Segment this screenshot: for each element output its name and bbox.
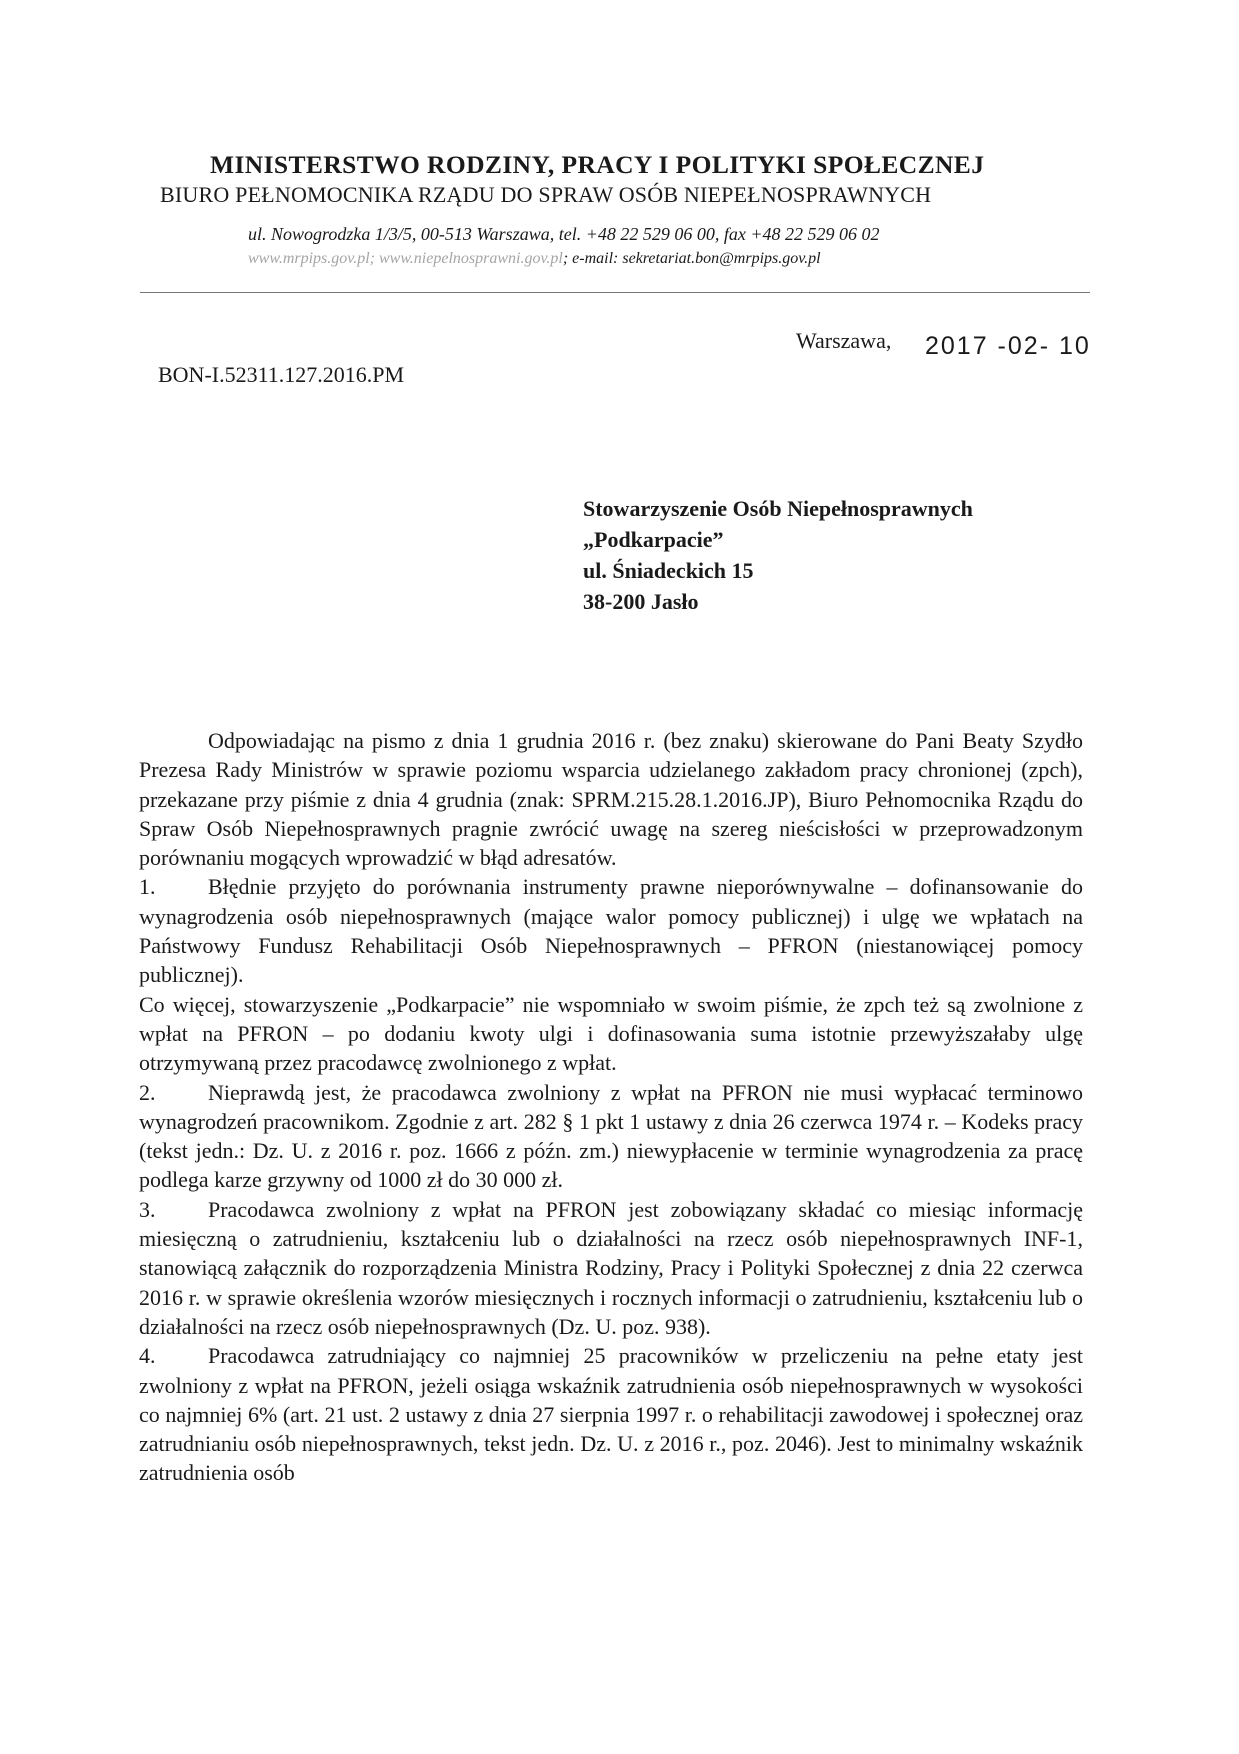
paragraph-number: 4. — [139, 1343, 156, 1369]
addressee-line: 38-200 Jasło — [583, 589, 699, 614]
addressee-line: ul. Śniadeckich 15 — [583, 558, 754, 583]
email-address: ; e-mail: sekretariat.bon@mrpips.gov.pl — [562, 250, 821, 267]
paragraph-text: Błędnie przyjęto do porównania instrumenty prawne nieporównywalne – dofinansowanie do wynagrodzenia osób niepełnosprawnych (mające walor pomocy publicznej) i ulgę we wpłatach na Państwowy Fundusz Rehabilitacji Osób Niepełnosprawnych – PFRON (niestanowiącej pomocy publicznej). — [139, 874, 1083, 988]
paragraph-text: Pracodawca zwolniony z wpłat na PFRON jest zobowiązany składać co miesiąc informację miesięczną o zatrudnieniu, kształceniu lub o działalności na rzecz osób niepełnosprawnych INF-1, stanowiącą załącznik do rozporządzenia Ministra Rodziny, Pracy i Polityki Społecznej z dnia 22 czerwca 2016 r. w sprawie określenia wzorów miesięcznych i rocznych informacji o zatrudnieniu, kształceniu lub o działalności na rzecz osób niepełnosprawnych (Dz. U. poz. 938). — [139, 1196, 1083, 1339]
paragraph-number: 3. — [139, 1196, 156, 1222]
header-divider — [140, 292, 1090, 293]
letter-body — [139, 726, 1083, 1488]
body-paragraph-intro: Odpowiadając na pismo z dnia 1 grudnia 2016 r. (bez znaku) skierowane do Pani Beaty Szydło Prezesa Rady Ministrów w sprawie poziomu wsparcia udzielanego zakładom pracy chronionej (zpch), przekazane przy piśmie z dnia 4 grudnia (znak: SPRM.215.28.1.2016.JP), Biuro Pełnomocnika Rządu do Spraw Osób Niepełnosprawnych pragnie zwrócić uwagę na szereg nieścisłości w przeprowadzonym porównaniu mogących wprowadzić w błąd adresatów. — [139, 728, 1083, 871]
addressee-block — [583, 493, 973, 617]
office-address: ul. Nowogrodzka 1/3/5, 00-513 Warszawa, tel. +48 22 529 06 00, fax +48 22 529 06 02 — [248, 224, 880, 244]
ministry-name: MINISTERSTWO RODZINY, PRACY I POLITYKI SPOŁECZNEJ — [210, 150, 985, 179]
bureau-name: BIURO PEŁNOMOCNIKA RZĄDU DO SPRAW OSÓB NIEPEŁNOSPRAWNYCH — [160, 182, 932, 207]
website-link-bureau[interactable]: www.niepelnosprawni.gov.pl — [378, 250, 563, 267]
date-stamp: 2017 -02- 10 — [925, 332, 1091, 360]
paragraph-number: 2. — [139, 1079, 156, 1105]
paragraph-text: Nieprawdą jest, że pracodawca zwolniony z wpłat na PFRON nie musi wypłacać terminowo wynagrodzeń pracownikom. Zgodnie z art. 282 § 1 pkt 1 ustawy z dnia 26 czerwca 1974 r. – Kodeks pracy (tekst jedn.: Dz. U. z 2016 r. poz. 1666 z późn. zm.) niewypłacenie w terminie wynagrodzenia za pracę podlega karze grzywny od 1000 zł do 30 000 zł. — [139, 1079, 1083, 1193]
website-separator: ; — [369, 250, 379, 267]
body-paragraph-2 — [139, 1078, 1083, 1195]
body-paragraph-1b: Co więcej, stowarzyszenie „Podkarpacie” nie wspomniało w swoim piśmie, że zpch też są zwolnione z wpłat na PFRON – po dodaniu kwoty ulgi i dofinasowania suma istotnie przewyższałaby ulgę otrzymywaną przez pracodawcę zwolnionego z wpłat. — [139, 991, 1083, 1076]
addressee-line: „Podkarpacie” — [583, 527, 724, 552]
contact-line — [248, 250, 821, 268]
place-label: Warszawa, — [796, 328, 892, 353]
reference-number: BON-I.52311.127.2016.PM — [158, 362, 405, 387]
body-paragraph-1 — [139, 872, 1083, 989]
addressee-line: Stowarzyszenie Osób Niepełnosprawnych — [583, 496, 973, 521]
paragraph-number: 1. — [139, 874, 156, 900]
body-paragraph-3 — [139, 1195, 1083, 1341]
body-paragraph-4 — [139, 1341, 1083, 1487]
paragraph-text: Pracodawca zatrudniający co najmniej 25 pracowników w przeliczeniu na pełne etaty jest zwolniony z wpłat na PFRON, jeżeli osiąga wskaźnik zatrudnienia osób niepełnosprawnych w wysokości co najmniej 6% (art. 21 ust. 2 ustawy z dnia 27 sierpnia 1997 r. o rehabilitacji zawodowej i społecznej oraz zatrudnianiu osób niepełnosprawnych, tekst jedn. Dz. U. z 2016 r., poz. 2046). Jest to minimalny wskaźnik zatrudnienia osób — [139, 1343, 1083, 1486]
website-link-ministry[interactable]: www.mrpips.gov.pl — [248, 250, 370, 267]
